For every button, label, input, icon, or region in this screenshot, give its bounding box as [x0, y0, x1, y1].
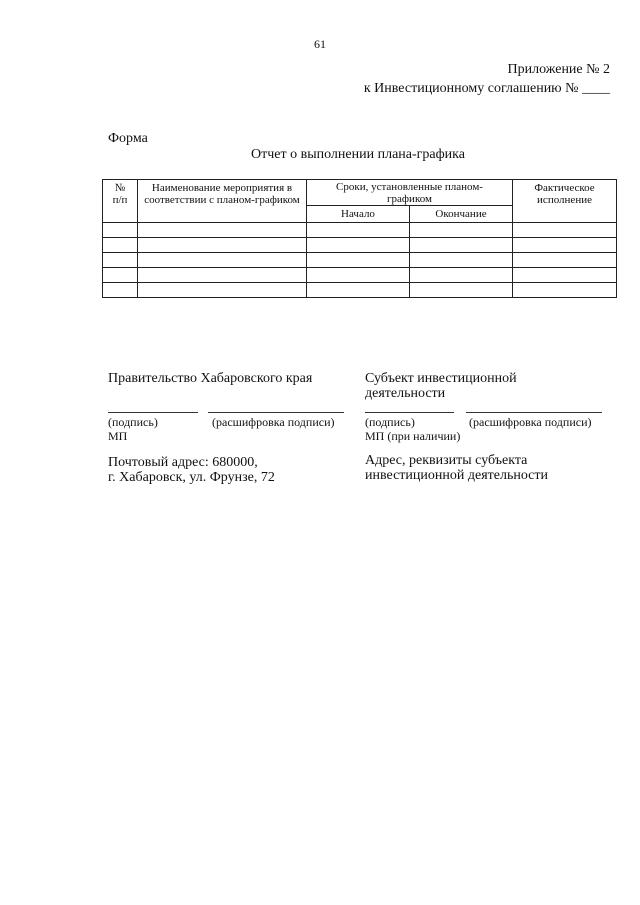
table-cell: [103, 223, 138, 238]
header-end: Окончание: [410, 206, 513, 223]
table-cell: [410, 238, 513, 253]
table-cell: [103, 253, 138, 268]
right-decoding-caption: (расшифровка подписи): [469, 415, 592, 429]
table-cell: [138, 238, 307, 253]
table-row: [103, 238, 617, 253]
table-cell: [307, 283, 410, 298]
right-stamp-label: МП (при наличии): [365, 429, 461, 443]
table-cell: [410, 223, 513, 238]
appendix-line-1: Приложение № 2: [507, 62, 610, 77]
left-address-line-1: Почтовый адрес: 680000,: [108, 455, 258, 470]
table-cell: [410, 253, 513, 268]
header-terms: [307, 180, 513, 206]
table-row: [103, 223, 617, 238]
table-cell: [307, 223, 410, 238]
table-cell: [513, 268, 617, 283]
table-cell: [138, 283, 307, 298]
right-signature-caption: (подпись): [365, 415, 415, 429]
page-number: 61: [314, 37, 326, 51]
header-start: Начало: [307, 206, 410, 223]
header-number: [103, 180, 138, 223]
appendix-line-2: к Инвестиционному соглашению № ____: [363, 81, 610, 96]
header-actual: [513, 180, 617, 223]
table-cell: [513, 223, 617, 238]
table-cell: [103, 268, 138, 283]
table-cell: [410, 268, 513, 283]
left-decoding-caption: (расшифровка подписи): [212, 415, 335, 429]
appendix-header: [364, 60, 610, 98]
left-decoding-line: [208, 412, 344, 413]
left-stamp-label: МП: [108, 429, 128, 443]
left-signature-caption: (подпись): [108, 415, 158, 429]
left-address: [108, 455, 275, 485]
left-signature-line: [108, 412, 198, 413]
table-cell: [307, 253, 410, 268]
right-signature-line: [365, 412, 454, 413]
header-event-name: [138, 180, 307, 223]
table-cell: [513, 238, 617, 253]
header-event-name-label: Наименование мероприятия в соответствии с планом-графиком: [144, 182, 300, 206]
right-decoding-line: [466, 412, 602, 413]
form-label: Форма: [108, 131, 148, 146]
investment-subject-name: [365, 371, 565, 401]
header-number-label: № п/п: [112, 182, 128, 206]
table-row: [103, 283, 617, 298]
table-row: [103, 268, 617, 283]
subject-name-line-1: Субъект инвестиционной: [365, 371, 517, 386]
report-title: Отчет о выполнении плана-графика: [251, 147, 465, 162]
table-cell: [138, 253, 307, 268]
header-actual-label: Фактическое исполнение: [534, 182, 595, 206]
subject-name-line-2: деятельности: [365, 386, 446, 401]
table-cell: [138, 223, 307, 238]
government-name: Правительство Хабаровского края: [108, 371, 313, 386]
table-cell: [138, 268, 307, 283]
table-cell: [513, 283, 617, 298]
header-terms-label: Сроки, установленные планом-графиком: [336, 181, 483, 205]
table-row: [103, 253, 617, 268]
right-address-line-1: Адрес, реквизиты субъекта: [365, 453, 528, 468]
left-address-line-2: г. Хабаровск, ул. Фрунзе, 72: [108, 470, 275, 485]
right-address: [365, 453, 548, 483]
table-cell: [103, 238, 138, 253]
right-address-line-2: инвестиционной деятельности: [365, 468, 549, 483]
table-cell: [307, 238, 410, 253]
table-cell: [307, 268, 410, 283]
schedule-table: [102, 179, 617, 298]
table-cell: [513, 253, 617, 268]
table-cell: [410, 283, 513, 298]
table-cell: [103, 283, 138, 298]
